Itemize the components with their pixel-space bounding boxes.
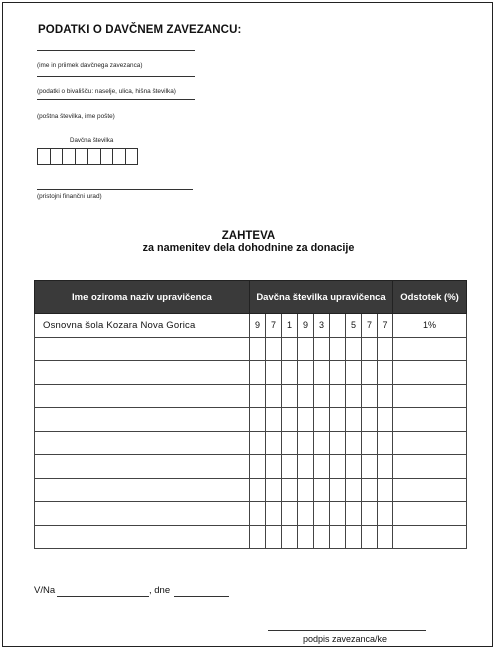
tax-digit-cell[interactable] <box>362 478 378 502</box>
tax-digit-cell[interactable] <box>298 502 314 526</box>
tax-digit-cell[interactable] <box>250 478 266 502</box>
tax-digit-cell[interactable] <box>362 502 378 526</box>
tax-digit-cell[interactable] <box>314 525 330 549</box>
tax-digit-cell[interactable] <box>282 478 298 502</box>
tax-digit-cell[interactable] <box>250 431 266 455</box>
tax-digit-cell[interactable] <box>330 361 346 385</box>
recipient-name-cell[interactable] <box>35 384 250 408</box>
tax-digit-cell[interactable] <box>282 502 298 526</box>
tax-digit-cell[interactable] <box>314 408 330 432</box>
tax-digit-cell[interactable] <box>250 361 266 385</box>
tax-digit-cell[interactable] <box>330 431 346 455</box>
tax-digit-cell[interactable] <box>314 455 330 479</box>
tax-digit-cell[interactable] <box>266 455 282 479</box>
tax-digit-cell[interactable] <box>314 361 330 385</box>
recipient-name-cell[interactable] <box>35 502 250 526</box>
tax-digit-cell[interactable] <box>266 478 282 502</box>
tax-digit-cell[interactable] <box>298 525 314 549</box>
tax-digit-cell[interactable] <box>250 525 266 549</box>
tax-digit-cell[interactable]: 9 <box>250 314 266 338</box>
signature-line[interactable] <box>268 630 426 631</box>
tax-digit-cell[interactable]: 5 <box>346 314 362 338</box>
tax-digit-cell[interactable] <box>346 478 362 502</box>
tax-digit-cell[interactable] <box>298 431 314 455</box>
postal-field-caption: (poštna številka, ime pošte) <box>37 113 115 120</box>
tax-digit-cell[interactable] <box>346 431 362 455</box>
tax-digit-cell[interactable] <box>346 455 362 479</box>
tax-digit-cell[interactable] <box>378 431 393 455</box>
table-row <box>35 408 467 432</box>
tax-digit-cell[interactable] <box>346 361 362 385</box>
tax-digit-cell[interactable] <box>250 502 266 526</box>
percent-cell[interactable] <box>393 502 467 526</box>
tax-digit-cell[interactable] <box>378 384 393 408</box>
tax-digit-cell[interactable] <box>330 525 346 549</box>
tax-digit-cell[interactable] <box>362 408 378 432</box>
tax-digit-cell[interactable] <box>378 455 393 479</box>
column-header-tax-number: Davčna številka upravičenca <box>250 281 393 314</box>
recipient-name-cell[interactable] <box>35 455 250 479</box>
tax-digit-cell[interactable] <box>282 337 298 361</box>
date-field-line[interactable] <box>174 596 229 597</box>
table-row <box>35 478 467 502</box>
recipient-name-cell[interactable] <box>35 431 250 455</box>
tax-digit-cell[interactable] <box>282 408 298 432</box>
place-label: V/Na <box>34 585 56 596</box>
tax-digit-cell[interactable] <box>266 384 282 408</box>
percent-cell[interactable] <box>393 361 467 385</box>
tax-digit-cell[interactable] <box>362 361 378 385</box>
tax-digit-cell[interactable] <box>266 408 282 432</box>
tax-digit-cell[interactable] <box>314 384 330 408</box>
tax-digit-cell[interactable] <box>298 361 314 385</box>
tax-digit-cell[interactable] <box>298 408 314 432</box>
section-header: PODATKI O DAVČNEM ZAVEZANCU: <box>38 24 242 36</box>
tax-digit-cell[interactable] <box>330 384 346 408</box>
signature-caption: podpis zavezanca/ke <box>303 634 388 644</box>
tax-digit-cell[interactable] <box>346 502 362 526</box>
tax-digit-cell[interactable] <box>362 525 378 549</box>
tax-digit-cell[interactable] <box>346 525 362 549</box>
tax-digit-cell[interactable] <box>250 455 266 479</box>
percent-cell[interactable] <box>393 408 467 432</box>
recipient-name-cell[interactable] <box>35 408 250 432</box>
tax-digit-cell[interactable] <box>266 502 282 526</box>
percent-cell[interactable] <box>393 525 467 549</box>
tax-digit-cell[interactable] <box>330 455 346 479</box>
tax-digit-cell[interactable] <box>362 455 378 479</box>
recipient-name-cell[interactable] <box>35 478 250 502</box>
place-field-line[interactable] <box>57 596 149 597</box>
tax-digit-cell[interactable] <box>346 384 362 408</box>
tax-digit-cell[interactable] <box>298 384 314 408</box>
tax-number-label: Davčna številka <box>70 137 114 144</box>
tax-digit-cell[interactable] <box>378 361 393 385</box>
tax-digit-cell[interactable] <box>282 384 298 408</box>
tax-digit-cell[interactable]: 9 <box>298 314 314 338</box>
tax-digit-cell[interactable] <box>266 431 282 455</box>
tax-digit-cell[interactable] <box>314 478 330 502</box>
table-row <box>35 361 467 385</box>
tax-digit-cell[interactable]: 3 <box>314 314 330 338</box>
table-row <box>35 337 467 361</box>
postal-field-line[interactable] <box>37 99 195 100</box>
tax-digit-cell[interactable]: 7 <box>378 314 393 338</box>
tax-digit-cell[interactable] <box>314 502 330 526</box>
tax-digit-cell[interactable] <box>282 455 298 479</box>
percent-cell[interactable] <box>393 431 467 455</box>
tax-digit-box[interactable] <box>87 148 101 165</box>
tax-digit-cell[interactable] <box>346 408 362 432</box>
tax-digit-cell[interactable] <box>346 337 362 361</box>
address-field-caption: (podatki o bivališču: naselje, ulica, hišna številka) <box>37 88 176 95</box>
tax-digit-cell[interactable] <box>378 525 393 549</box>
tax-digit-cell[interactable] <box>330 408 346 432</box>
tax-digit-cell[interactable] <box>266 361 282 385</box>
name-field-line[interactable] <box>37 50 195 51</box>
percent-cell[interactable] <box>393 384 467 408</box>
column-header-percent: Odstotek (%) <box>393 281 467 314</box>
tax-digit-cell[interactable] <box>298 478 314 502</box>
tax-digit-box[interactable] <box>50 148 64 165</box>
column-header-name: Ime oziroma naziv upravičenca <box>35 281 250 314</box>
name-field-caption: (ime in priimek davčnega zavezanca) <box>37 62 143 69</box>
tax-digit-cell[interactable]: 1 <box>282 314 298 338</box>
donation-table <box>34 280 467 549</box>
tax-office-field-line[interactable] <box>37 189 193 190</box>
recipient-name-cell[interactable] <box>35 361 250 385</box>
tax-digit-cell[interactable] <box>378 478 393 502</box>
tax-digit-cell[interactable] <box>298 337 314 361</box>
tax-digit-cell[interactable] <box>330 502 346 526</box>
tax-digit-cell[interactable] <box>378 408 393 432</box>
tax-office-caption: (pristojni finančni urad) <box>37 193 102 200</box>
table-row <box>35 525 467 549</box>
recipient-name-cell[interactable] <box>35 337 250 361</box>
tax-digit-cell[interactable] <box>378 502 393 526</box>
tax-digit-cell[interactable] <box>362 337 378 361</box>
table-row <box>35 314 467 338</box>
tax-digit-cell[interactable] <box>282 361 298 385</box>
tax-digit-cell[interactable] <box>330 478 346 502</box>
percent-cell[interactable]: 1% <box>393 314 467 338</box>
tax-digit-cell[interactable]: 7 <box>266 314 282 338</box>
tax-digit-cell[interactable] <box>362 384 378 408</box>
tax-number-boxes[interactable] <box>37 148 137 165</box>
tax-digit-cell[interactable] <box>362 431 378 455</box>
tax-digit-box[interactable] <box>125 148 139 165</box>
recipient-name-cell[interactable]: Osnovna šola Kozara Nova Gorica <box>35 314 250 338</box>
tax-digit-cell[interactable] <box>298 455 314 479</box>
document-title: ZAHTEVA <box>221 230 276 242</box>
date-label: , dne <box>149 585 171 596</box>
tax-digit-cell[interactable] <box>250 337 266 361</box>
tax-digit-cell[interactable] <box>330 314 346 338</box>
tax-digit-box[interactable] <box>37 148 51 165</box>
tax-digit-cell[interactable] <box>266 337 282 361</box>
tax-digit-cell[interactable] <box>250 408 266 432</box>
document-subtitle: za namenitev dela dohodnine za donacije <box>142 242 355 254</box>
address-field-line[interactable] <box>37 76 195 77</box>
percent-cell[interactable] <box>393 455 467 479</box>
table-row <box>35 431 467 455</box>
tax-digit-cell[interactable] <box>314 337 330 361</box>
tax-digit-box[interactable] <box>62 148 76 165</box>
tax-digit-box[interactable] <box>75 148 89 165</box>
tax-digit-cell[interactable]: 7 <box>362 314 378 338</box>
tax-digit-cell[interactable] <box>314 431 330 455</box>
tax-digit-cell[interactable] <box>282 431 298 455</box>
recipient-name-cell[interactable] <box>35 525 250 549</box>
tax-digit-cell[interactable] <box>330 337 346 361</box>
tax-digit-box[interactable] <box>100 148 114 165</box>
tax-digit-cell[interactable] <box>378 337 393 361</box>
percent-cell[interactable] <box>393 337 467 361</box>
table-row <box>35 384 467 408</box>
percent-cell[interactable] <box>393 478 467 502</box>
table-header-row <box>35 281 467 314</box>
tax-digit-cell[interactable] <box>282 525 298 549</box>
table-row <box>35 502 467 526</box>
tax-digit-cell[interactable] <box>250 384 266 408</box>
tax-digit-cell[interactable] <box>266 525 282 549</box>
table-row <box>35 455 467 479</box>
tax-digit-box[interactable] <box>112 148 126 165</box>
